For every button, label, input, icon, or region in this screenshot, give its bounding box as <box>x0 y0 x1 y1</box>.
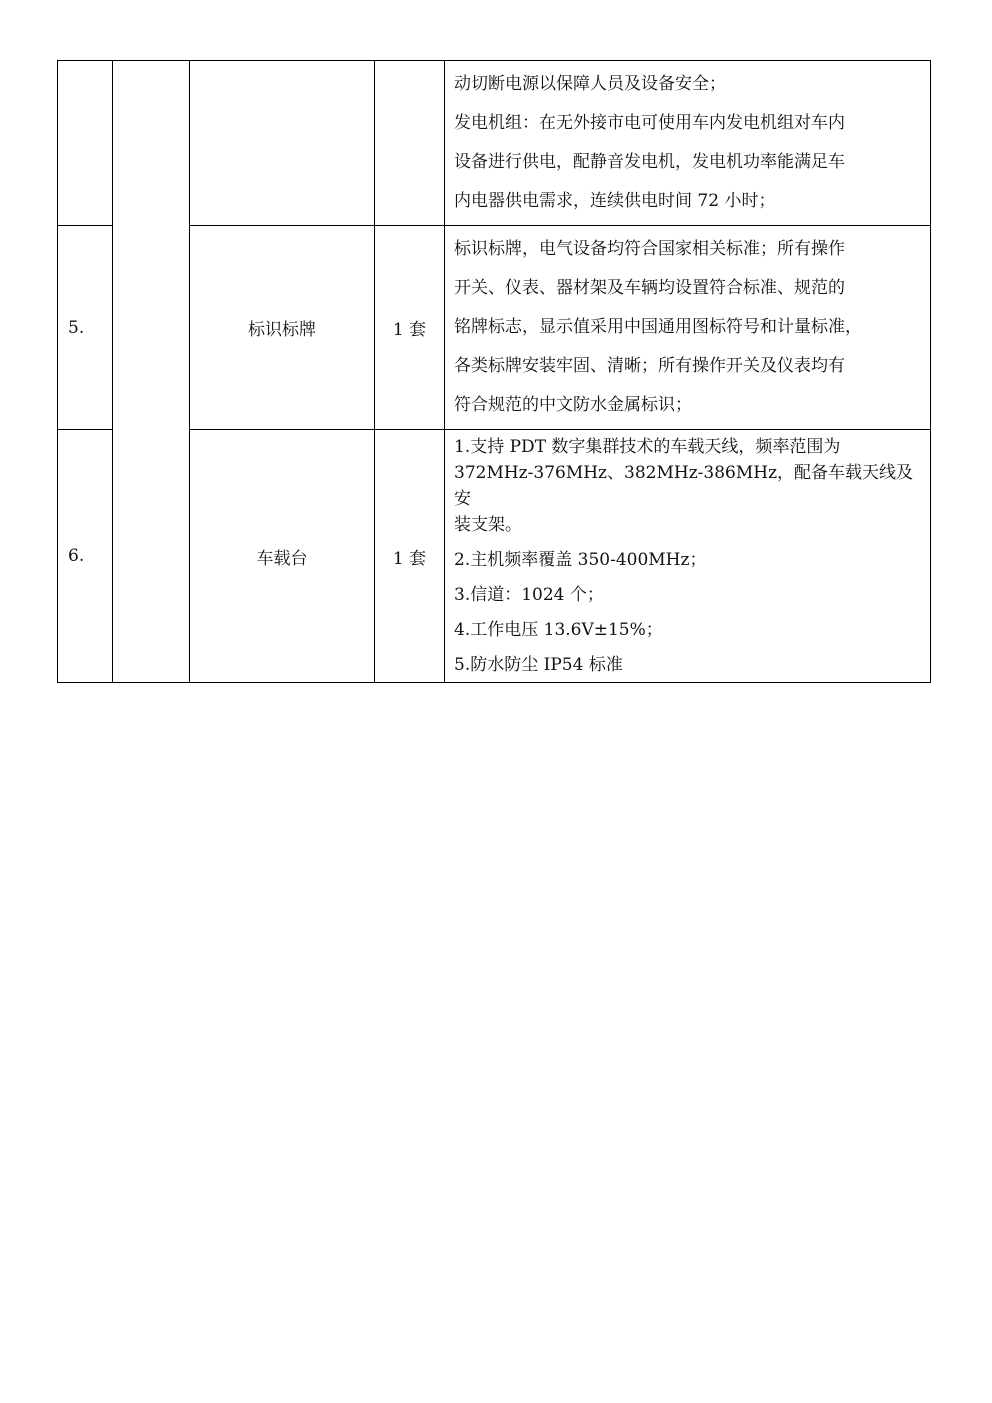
row-number-cell <box>58 61 113 226</box>
description-line: 5.防水防尘 IP54 标准 <box>454 655 623 675</box>
description-line: 铭牌标志，显示值采用中国通用图标符号和计量标准， <box>454 317 862 337</box>
description-cell <box>445 430 931 683</box>
description-line: 开关、仪表、器材架及车辆均设置符合标准、规范的 <box>454 278 845 298</box>
description-line: 372MHz-376MHz、382MHz-386MHz，配备车载天线及安 <box>454 463 914 509</box>
description-line: 各类标牌安装牢固、清晰；所有操作开关及仪表均有 <box>454 356 845 376</box>
row-number-cell: 5. <box>58 226 113 430</box>
description-line: 装支架。 <box>454 515 522 535</box>
description-line: 标识标牌，电气设备均符合国家相关标准；所有操作 <box>454 239 845 259</box>
quantity-cell: 1 套 <box>375 226 445 430</box>
quantity-cell: 1 套 <box>375 430 445 683</box>
description-line: 设备进行供电，配静音发电机，发电机功率能满足车 <box>454 152 845 172</box>
description-cell <box>445 61 931 226</box>
description-line: 动切断电源以保障人员及设备安全； <box>454 74 726 94</box>
quantity-cell <box>375 61 445 226</box>
item-name-cell: 标识标牌 <box>190 226 375 430</box>
description-line: 发电机组：在无外接市电可使用车内发电机组对车内 <box>454 113 845 133</box>
spec-table <box>57 60 931 683</box>
description-cell <box>445 226 931 430</box>
item-name-cell: 车载台 <box>190 430 375 683</box>
description-line: 2.主机频率覆盖 350-400MHz； <box>454 550 707 570</box>
description-line: 1.支持 PDT 数字集群技术的车载天线，频率范围为 <box>454 437 841 457</box>
description-line: 符合规范的中文防水金属标识； <box>454 395 692 415</box>
description-line: 内电器供电需求，连续供电时间 72 小时； <box>454 191 776 211</box>
category-cell <box>113 61 190 683</box>
row-number-cell: 6. <box>58 430 113 683</box>
table-row <box>58 61 931 226</box>
description-line: 4.工作电压 13.6V±15%； <box>454 620 663 640</box>
item-name-cell <box>190 61 375 226</box>
description-line: 3.信道：1024 个； <box>454 585 604 605</box>
